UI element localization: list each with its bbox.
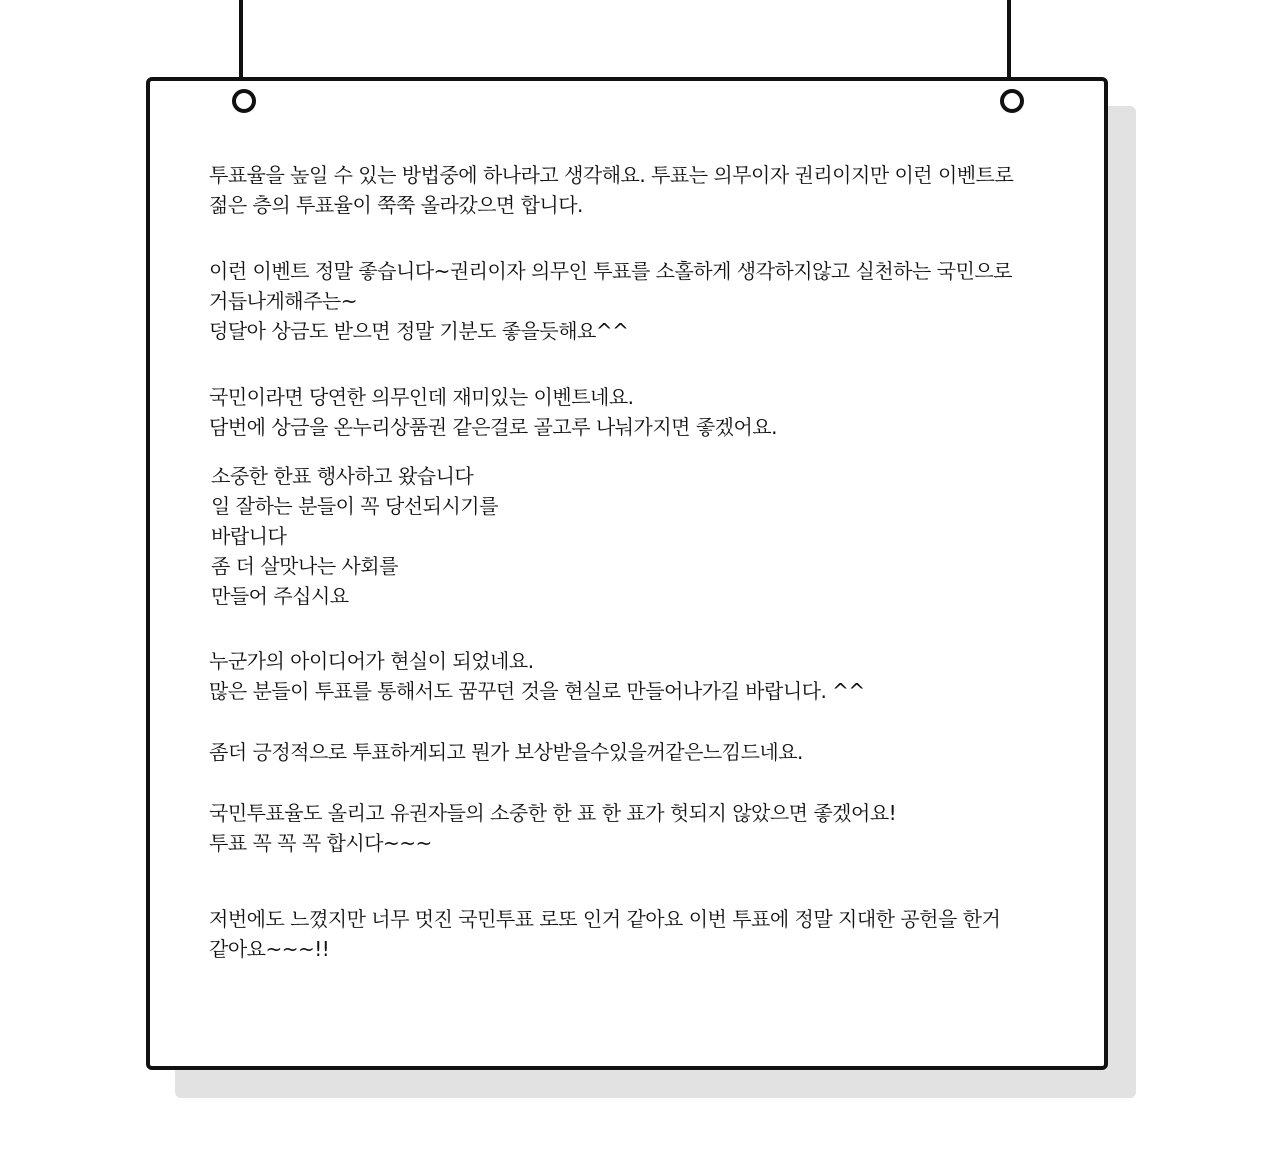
comment-text: 저번에도 느꼈지만 너무 멋진 국민투표 로또 인거 같아요 이번 투표에 정말 지대한 공헌을 한거 같아요~~~!! (209, 907, 1001, 961)
hanging-string-left (239, 0, 243, 86)
hanging-string-right (1007, 0, 1011, 86)
comment-text: 투표율을 높일 수 있는 방법중에 하나라고 생각해요. 투표는 의무이자 권리이지만 이런 이벤트로 젊은 층의 투표율이 쭉쭉 올라갔으면 합니다. (209, 163, 1014, 217)
comment-text: 국민투표율도 올리고 유권자들의 소중한 한 표 한 표가 헛되지 않았으면 좋겠어요! 투표 꼭 꼭 꼭 합시다~~~ (209, 801, 897, 855)
comment-text: 좀더 긍정적으로 투표하게되고 뭔가 보상받을수있을꺼같은느낌드네요. (209, 740, 803, 764)
comment-text: 누군가의 아이디어가 현실이 되었네요. 많은 분들이 투표를 통해서도 꿈꾸던 것을 현실로 만들어나가길 바랍니다. ^^ (209, 649, 865, 703)
comment-board (146, 77, 1108, 1070)
comment-text: 소중한 한표 행사하고 왔습니다 일 잘하는 분들이 꼭 당선되시기를 바랍니다 좀 더 살맛나는 사회를 만들어 주십시요 (211, 464, 498, 608)
comment-text: 이런 이벤트 정말 좋습니다~권리이자 의무인 투표를 소홀하게 생각하지않고 실천하는 국민으로 거듭나게해주는~ 덩달아 상금도 받으면 정말 기분도 좋을듯해요^^ (209, 259, 1012, 343)
comment-text: 국민이라면 당연한 의무인데 재미있는 이벤트네요. 담번에 상금을 온누리상품권 같은걸로 골고루 나눠가지면 좋겠어요. (209, 385, 777, 439)
hanging-ring-left-icon (232, 89, 256, 113)
hanging-ring-right-icon (1000, 89, 1024, 113)
